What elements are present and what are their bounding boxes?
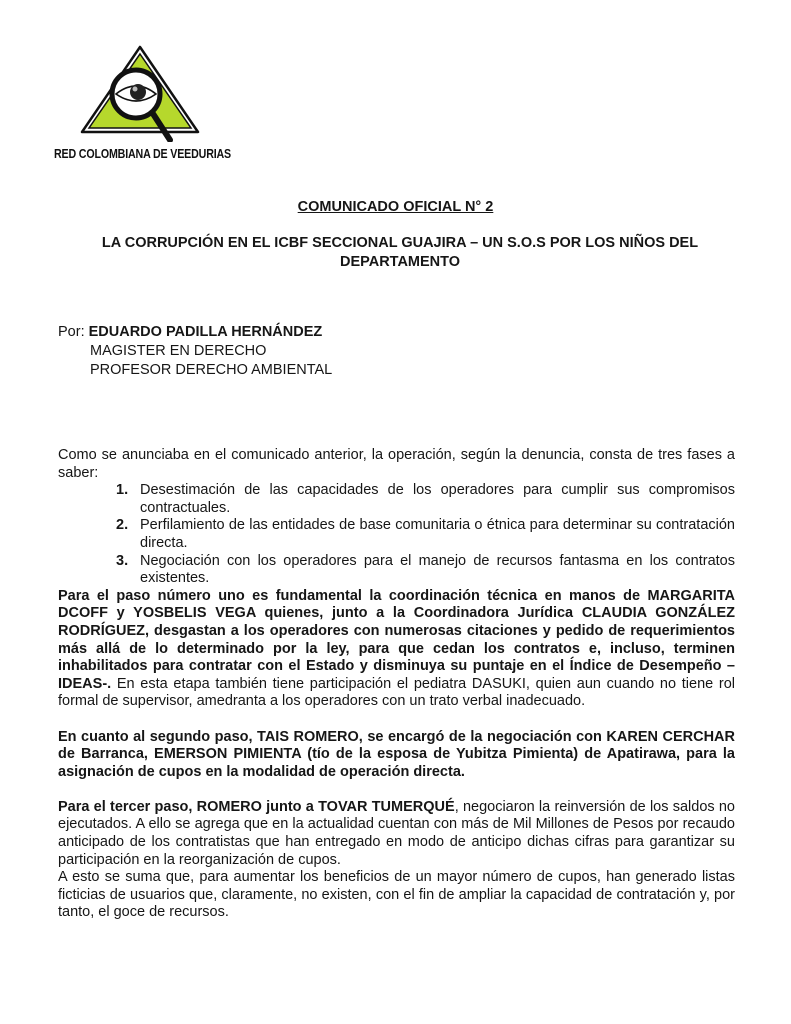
list-number: 3.: [116, 552, 129, 569]
document-subtitle: LA CORRUPCIÓN EN EL ICBF SECCIONAL GUAJIRA – UN S.O.S POR LOS NIÑOS DEL DEPARTAMENTO: [101, 235, 699, 270]
eye-magnifier-triangle-icon: [78, 44, 202, 142]
author-role: MAGISTER EN DERECHO: [90, 343, 267, 359]
paragraph-bold-text: Para el tercer paso, ROMERO junto a TOVAR TUMERQUÉ: [58, 798, 455, 815]
document-body: [58, 447, 735, 922]
list-text: Perfilamiento de las entidades de base comunitaria o étnica para determinar su contratación directa.: [140, 517, 735, 551]
list-item: [58, 482, 735, 517]
intro-paragraph: Como se anunciaba en el comunicado anterior, la operación, según la denuncia, consta de tres fases a saber:: [58, 447, 735, 481]
author-name: EDUARDO PADILLA HERNÁNDEZ: [88, 324, 323, 340]
paragraph-bold-text: Para el paso número uno es fundamental la coordinación técnica en manos de MARGARITA DCOFF y YOSBELIS VEGA quienes, junto a la Coordinadora Jurídica CLAUDIA GONZÁLEZ RODRÍGUEZ, desgastan a los operadores con numerosas citaciones y pedido de requerimientos más allá de lo determinado por la ley, para que cedan los contratos e, incluso, terminen inhabilitados para contratar con el Estado y disminuya su puntaje en el Índice de Desempeño –IDEAS-.: [58, 587, 735, 692]
paragraph-step-three: [58, 799, 735, 869]
paragraph-text: , negociaron la reinversión de los saldos no ejecutados. A ello se agrega que en la actualidad cuentan con más de Mil Millones de Pesos por recaudo anticipado de los contratistas que han entregado en modo de anticipo dichas cifras para garantizar su participación en la reorganización de cupos.: [58, 798, 735, 868]
paragraph-step-one: [58, 588, 735, 711]
org-name: RED COLOMBIANA DE VEEDURIAS: [54, 146, 232, 161]
list-number: 1.: [116, 482, 129, 499]
logo: [78, 44, 202, 142]
list-number: 2.: [116, 517, 129, 534]
list-item: [58, 553, 735, 588]
author-block: [58, 323, 332, 380]
list-item: [58, 517, 735, 552]
paragraph-text: En esta etapa también tiene participación el pediatra DASUKI, quien aun cuando no tiene rol formal de supervisor, amedranta a los operadores con un trato verbal inadecuado.: [58, 675, 735, 710]
author-role: PROFESOR DERECHO AMBIENTAL: [90, 362, 333, 378]
paragraph-step-two: En cuanto al segundo paso, TAIS ROMERO, se encargó de la negociación con KAREN CERCHAR de Barranca, EMERSON PIMIENTA (tío de la esposa de Yubitza Pimienta) de Apatirawa, para la asignación de cupos en la modalidad de operación directa.: [58, 728, 735, 780]
list-text: Negociación con los operadores para el manejo de recursos fantasma en los contratos existentes.: [140, 552, 735, 587]
paragraph-closing: A esto se suma que, para aumentar los beneficios de un mayor número de cupos, han generado listas ficticias de usuarios que, claramente, no existen, con el fin de ampliar la capacidad de contratación y, por tanto, el goce de recursos.: [58, 869, 735, 921]
document-title: COMUNICADO OFICIAL N° 2: [297, 199, 494, 215]
author-prefix: Por:: [58, 324, 89, 340]
list-text: Desestimación de las capacidades de los operadores para cumplir sus compromisos contractuales.: [140, 482, 735, 516]
phases-list: [58, 482, 735, 588]
